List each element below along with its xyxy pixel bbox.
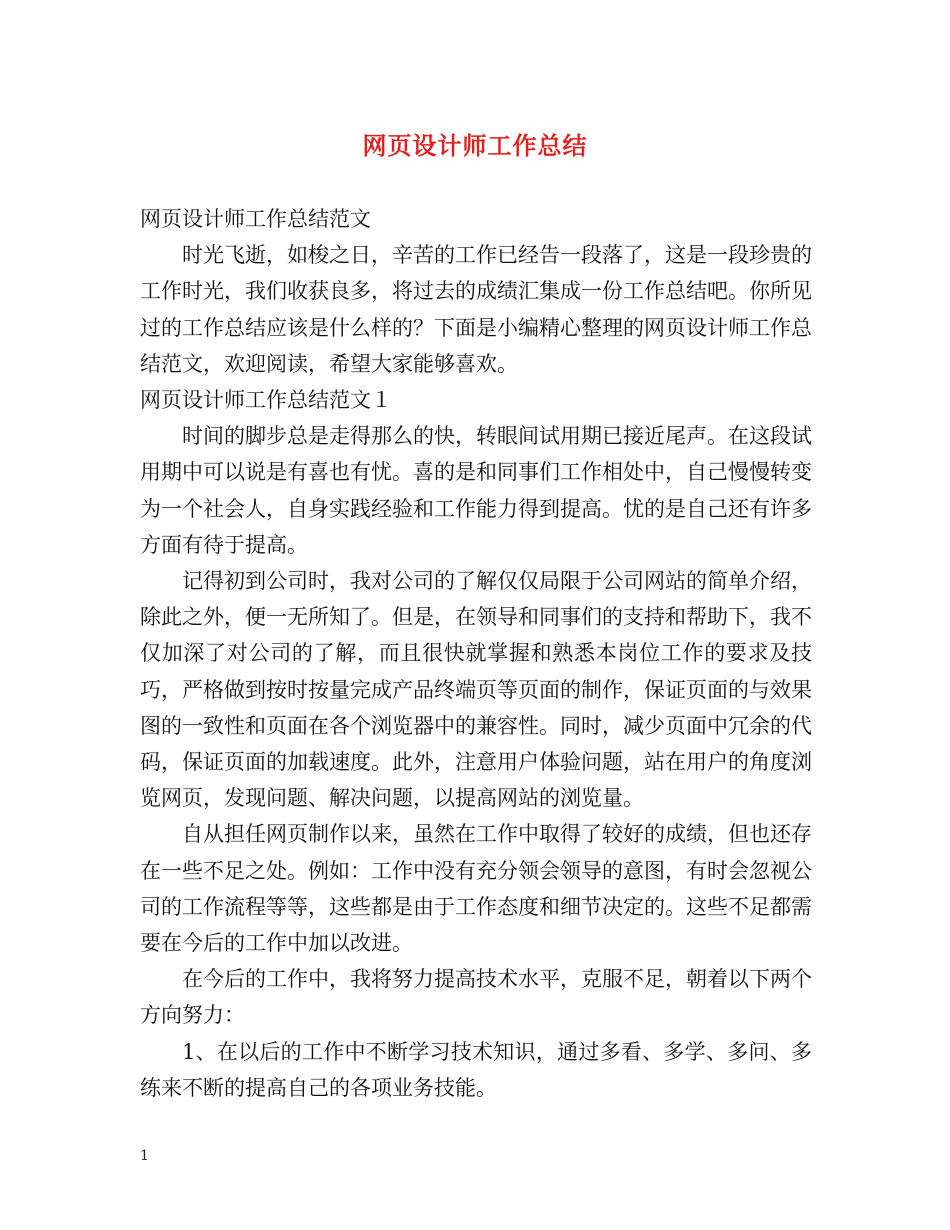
intro-paragraph: 时光飞逝，如梭之日，辛苦的工作已经告一段落了，这是一段珍贵的工作时光，我们收获良多，将过去的成绩汇集成一份工作总结吧。你所见过的工作总结应该是什么样的？下面是小编精心整理的网页设计师工作总结范文，欢迎阅读，希望大家能够喜欢。: [140, 243, 812, 376]
body-paragraph: 记得初到公司时，我对公司的了解仅仅局限于公司网站的简单介绍，除此之外，便一无所知了。但是，在领导和同事们的支持和帮助下，我不仅加深了对公司的了解，而且很快就掌握和熟悉本岗位工作的要求及技巧，严格做到按时按量完成产品终端页等页面的制作，保证页面的与效果图的一致性和页面在各个浏览器中的兼容性。同时，减少页面中冗余的代码，保证页面的加载速度。此外，注意用户体验问题，站在用户的角度浏览网页，发现问题、解决问题，以提高网站的浏览量。: [140, 569, 812, 811]
section-heading: 网页设计师工作总结范文１: [140, 388, 392, 413]
body-paragraph: 时间的脚步总是走得那么的快，转眼间试用期已接近尾声。在这段试用期中可以说是有喜也有忧。喜的是和同事们工作相处中，自己慢慢转变为一个社会人，自身实践经验和工作能力得到提高。忧的是自己还有许多方面有待于提高。: [140, 424, 812, 557]
subtitle-paragraph: 网页设计师工作总结范文: [140, 207, 371, 231]
document-title: 网页设计师工作总结: [362, 131, 588, 160]
list-item-paragraph: 1、在以后的工作中不断学习技术知识，通过多看、多学、多问、多练来不断的提高自己的各项业务技能。: [140, 1039, 812, 1100]
body-paragraph: 自从担任网页制作以来，虽然在工作中取得了较好的成绩，但也还存在一些不足之处。例如：工作中没有充分领会领导的意图，有时会忽视公司的工作流程等等，这些都是由于工作态度和细节决定的。这些不足都需要在今后的工作中加以改进。: [140, 822, 812, 956]
page-number: 1: [140, 1148, 149, 1164]
body-paragraph: 在今后的工作中，我将努力提高技术水平，克服不足，朝着以下两个方向努力：: [140, 967, 812, 1028]
document-body: [140, 201, 812, 1106]
